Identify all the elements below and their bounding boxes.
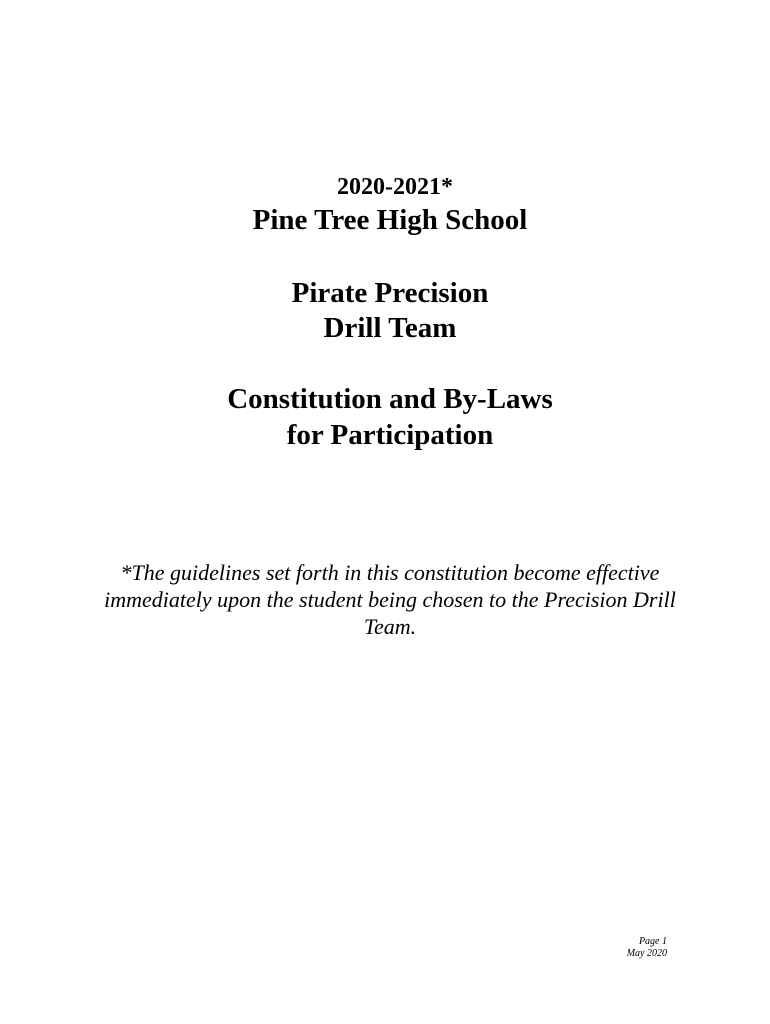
document-title-line-1: Constitution and By-Laws: [227, 383, 553, 415]
school-name: Pine Tree High School: [252, 204, 528, 236]
page-number: Page 1: [638, 936, 667, 947]
page-footer: [627, 936, 667, 960]
team-name-line-1: Pirate Precision: [291, 277, 489, 309]
document-year: 2020-2021*: [337, 174, 453, 200]
document-title-line-2: for Participation: [286, 419, 494, 451]
team-name-line-2: Drill Team: [323, 312, 457, 344]
effective-note: *The guidelines set forth in this constitution become effective immediately upon the student being chosen to the Precision Drill Team.: [104, 560, 676, 639]
footer-date: May 2020: [626, 948, 667, 959]
